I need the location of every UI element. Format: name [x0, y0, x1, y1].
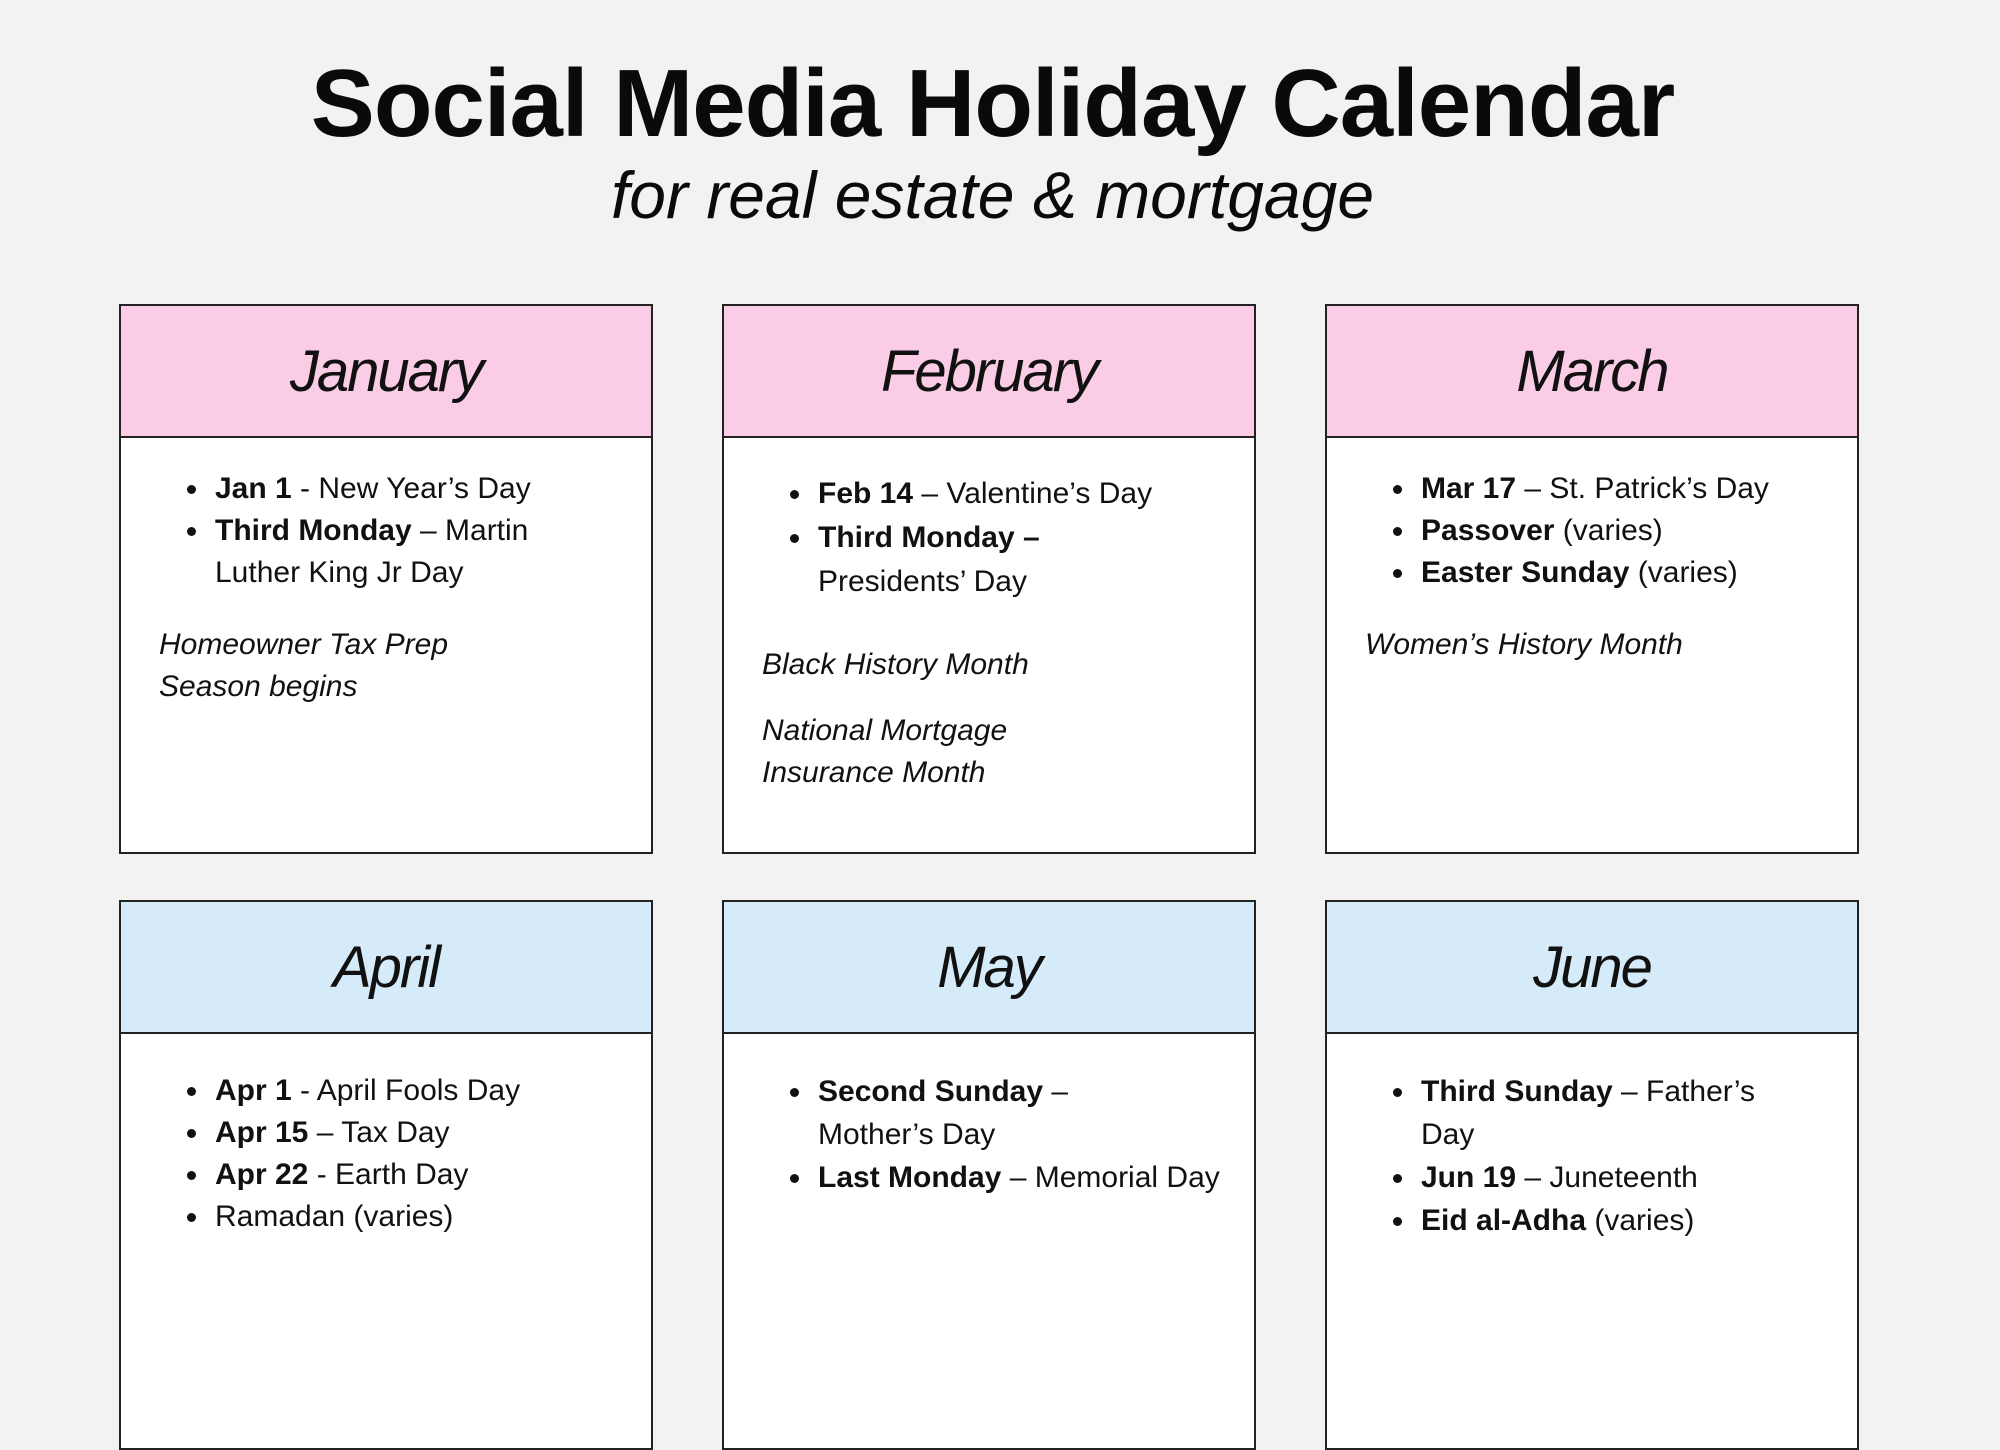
event-name: Ramadan (varies): [215, 1200, 454, 1233]
event-name: Juneteenth: [1549, 1161, 1698, 1194]
event-item: [211, 1112, 621, 1154]
month-body: [121, 438, 651, 708]
month-observance: National Mortgage Insurance Month: [762, 714, 1008, 789]
event-item: [1417, 510, 1827, 552]
event-item: [814, 1070, 1224, 1156]
month-body: [1327, 438, 1857, 666]
month-header: [121, 306, 651, 438]
event-name: Valentine’s Day: [946, 477, 1153, 510]
month-name: May: [937, 934, 1041, 1000]
event-item: [211, 1154, 621, 1196]
event-name: Earth Day: [335, 1158, 469, 1191]
event-date: Passover: [1421, 514, 1555, 547]
month-name: January: [289, 338, 483, 404]
event-name: Memorial Day: [1034, 1161, 1220, 1194]
event-separator: –: [913, 477, 947, 510]
event-item: [1417, 1070, 1827, 1156]
event-list: [762, 472, 1224, 604]
month-header: [1327, 902, 1857, 1034]
event-date: Apr 1: [215, 1074, 292, 1107]
event-separator: –: [411, 514, 446, 547]
month-observance: Black History Month: [762, 648, 1029, 681]
month-body: [1327, 1034, 1857, 1242]
event-name: Tax Day: [341, 1116, 450, 1149]
month-header: [1327, 306, 1857, 438]
month-header: [724, 306, 1254, 438]
event-name: April Fools Day: [316, 1074, 521, 1107]
event-name: New Year’s Day: [318, 472, 531, 505]
event-item: [814, 1156, 1224, 1199]
event-date: Jun 19: [1421, 1161, 1517, 1194]
month-name: February: [880, 338, 1098, 404]
event-item: [1417, 552, 1827, 594]
event-separator: –: [1043, 1075, 1069, 1108]
event-separator: –: [308, 1116, 342, 1149]
month-card-march: [1325, 304, 1859, 854]
event-date: Third Sunday: [1421, 1075, 1613, 1108]
month-card-june: [1325, 900, 1859, 1450]
event-date: Apr 15: [215, 1116, 309, 1149]
month-card-february: [722, 304, 1256, 854]
month-name: March: [1516, 338, 1668, 404]
event-separator: –: [1001, 1161, 1035, 1194]
month-observance: Women’s History Month: [1365, 628, 1683, 661]
month-body: [724, 438, 1254, 794]
event-item: [1417, 1199, 1827, 1242]
event-name: Presidents’ Day: [818, 565, 1027, 598]
event-date: Apr 22: [215, 1158, 309, 1191]
event-item: [211, 1196, 621, 1238]
event-date: Mar 17: [1421, 472, 1517, 505]
event-date: Second Sunday: [818, 1075, 1044, 1108]
event-date: Jan 1: [215, 472, 292, 505]
event-separator: –: [1516, 472, 1550, 505]
event-date: Easter Sunday: [1421, 556, 1630, 589]
event-date: Third Monday: [215, 514, 412, 547]
month-body: [724, 1034, 1254, 1199]
event-name: (varies): [1562, 514, 1663, 547]
event-item: [211, 1070, 621, 1112]
event-separator: -: [291, 1074, 317, 1107]
event-item: [211, 468, 621, 510]
event-separator: –: [1516, 1161, 1550, 1194]
page-title: Social Media Holiday Calendar: [310, 50, 1675, 157]
event-separator: [1629, 556, 1637, 589]
month-observance: Homeowner Tax Prep Season begins: [159, 628, 449, 703]
month-body: [121, 1034, 651, 1238]
page-subtitle: for real estate & mortgage: [610, 158, 1375, 232]
month-card-january: [119, 304, 653, 854]
event-date: Eid al-Adha: [1421, 1204, 1587, 1237]
event-item: [814, 472, 1224, 516]
event-name: (varies): [1594, 1204, 1695, 1237]
event-list: [762, 1070, 1224, 1199]
month-card-april: [119, 900, 653, 1450]
event-name: Martin Luther King Jr Day: [215, 514, 529, 589]
month-name: June: [1533, 934, 1651, 1000]
month-name: April: [332, 934, 440, 1000]
event-name: Father’s Day: [1421, 1075, 1755, 1151]
event-item: [1417, 1156, 1827, 1199]
event-separator: [1554, 514, 1562, 547]
event-date: Third Monday –: [818, 521, 1040, 554]
event-name: St. Patrick’s Day: [1549, 472, 1769, 505]
event-item: [814, 516, 1224, 604]
event-list: [159, 468, 621, 594]
event-item: [211, 510, 621, 594]
event-separator: -: [291, 472, 319, 505]
event-date: Last Monday: [818, 1161, 1002, 1194]
event-date: Feb 14: [818, 477, 914, 510]
event-separator: –: [1612, 1075, 1647, 1108]
month-header: [724, 902, 1254, 1034]
event-name: (varies): [1637, 556, 1738, 589]
event-separator: -: [308, 1158, 336, 1191]
event-list: [159, 1070, 621, 1238]
event-item: [1417, 468, 1827, 510]
event-name: Mother’s Day: [818, 1118, 996, 1151]
event-list: [1365, 1070, 1827, 1242]
event-list: [1365, 468, 1827, 594]
month-header: [121, 902, 651, 1034]
month-card-may: [722, 900, 1256, 1450]
